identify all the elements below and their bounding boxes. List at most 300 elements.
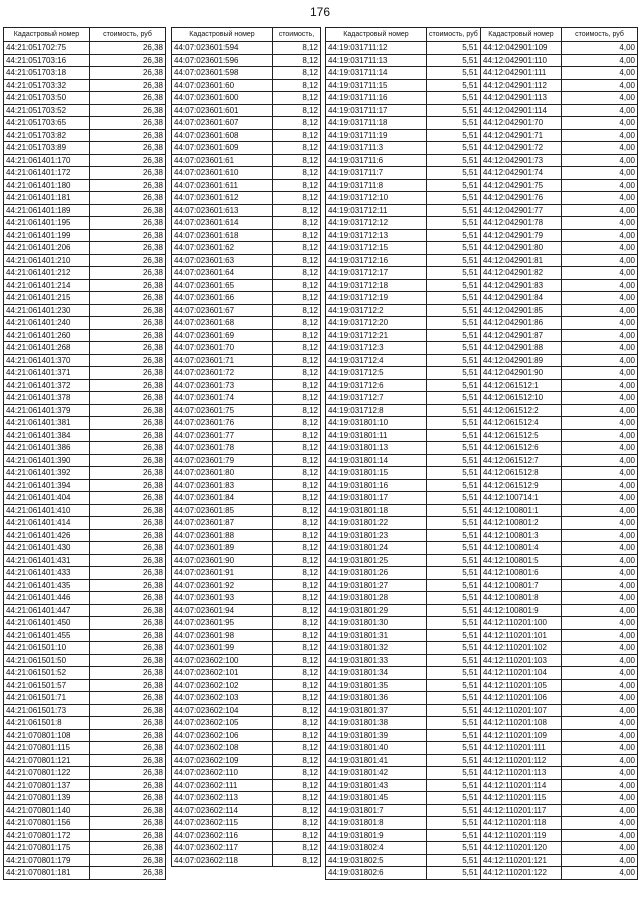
table-row (326, 304, 481, 317)
table-row (4, 192, 166, 205)
cost-cell: 26,38 (90, 529, 166, 542)
table-row (4, 304, 166, 317)
cadastral-number-cell: 44:19:031801:35 (326, 679, 427, 692)
table-row (326, 842, 481, 855)
cadastral-number-cell: 44:21:061401:384 (4, 429, 90, 442)
table-row (481, 392, 638, 405)
cost-cell: 26,38 (90, 842, 166, 855)
table-row (481, 279, 638, 292)
table-row (481, 54, 638, 67)
cadastral-number-cell: 44:07:023601:66 (172, 292, 273, 305)
table-row (481, 467, 638, 480)
table-row (481, 542, 638, 555)
table-row (481, 704, 638, 717)
cost-cell: 4,00 (562, 267, 638, 280)
table-row (481, 592, 638, 605)
cost-cell: 26,38 (90, 729, 166, 742)
cost-cell: 8,12 (273, 42, 321, 55)
cadastral-number-cell: 44:07:023601:63 (172, 254, 273, 267)
cost-cell: 26,38 (90, 329, 166, 342)
cadastral-number-cell: 44:21:061501:10 (4, 642, 90, 655)
cadastral-number-cell: 44:12:042901:110 (481, 54, 562, 67)
cost-cell: 4,00 (562, 479, 638, 492)
cost-cell: 5,51 (427, 154, 481, 167)
cadastral-number-cell: 44:21:061401:206 (4, 242, 90, 255)
cost-cell: 8,12 (273, 642, 321, 655)
table-row (4, 104, 166, 117)
table-row (481, 817, 638, 830)
cost-cell: 5,51 (427, 117, 481, 130)
table-row (481, 804, 638, 817)
cadastral-number-cell: 44:12:110201:108 (481, 717, 562, 730)
table-row (326, 242, 481, 255)
cadastral-number-cell: 44:19:031801:11 (326, 429, 427, 442)
cost-cell: 26,38 (90, 479, 166, 492)
cost-cell: 8,12 (273, 67, 321, 80)
header-cadastral-number: Кадастровый номер (172, 28, 273, 42)
cadastral-number-cell: 44:07:023601:62 (172, 242, 273, 255)
cadastral-number-cell: 44:21:061401:212 (4, 267, 90, 280)
table-row (326, 692, 481, 705)
table-row (4, 204, 166, 217)
cost-cell: 5,51 (427, 692, 481, 705)
cadastral-table-3 (325, 27, 481, 880)
cost-cell: 5,51 (427, 267, 481, 280)
cost-cell: 4,00 (562, 192, 638, 205)
cost-cell: 8,12 (273, 767, 321, 780)
table-row (326, 492, 481, 505)
table-row (4, 642, 166, 655)
cost-cell: 26,38 (90, 104, 166, 117)
cadastral-number-cell: 44:07:023602:113 (172, 792, 273, 805)
cost-cell: 4,00 (562, 117, 638, 130)
cadastral-number-cell: 44:07:023602:118 (172, 854, 273, 867)
cadastral-number-cell: 44:19:031801:13 (326, 442, 427, 455)
cadastral-number-cell: 44:12:110201:105 (481, 679, 562, 692)
cost-cell: 8,12 (273, 817, 321, 830)
table-row (326, 167, 481, 180)
cadastral-number-cell: 44:21:061401:378 (4, 392, 90, 405)
table-row (4, 442, 166, 455)
cost-cell: 5,51 (427, 529, 481, 542)
table-row (326, 679, 481, 692)
cost-cell: 5,51 (427, 554, 481, 567)
cadastral-number-cell: 44:12:100801:2 (481, 517, 562, 530)
table-row (172, 829, 321, 842)
cadastral-number-cell: 44:07:023601:80 (172, 467, 273, 480)
cadastral-number-cell: 44:19:031712:10 (326, 192, 427, 205)
cadastral-number-cell: 44:07:023601:79 (172, 454, 273, 467)
table-row (172, 842, 321, 855)
table-row (4, 729, 166, 742)
cost-cell: 5,51 (427, 317, 481, 330)
cadastral-number-cell: 44:19:031801:10 (326, 417, 427, 430)
cadastral-number-cell: 44:12:110201:118 (481, 817, 562, 830)
cost-cell: 8,12 (273, 329, 321, 342)
cost-cell: 26,38 (90, 317, 166, 330)
cadastral-number-cell: 44:19:031801:40 (326, 742, 427, 755)
cost-cell: 26,38 (90, 404, 166, 417)
cadastral-number-cell: 44:19:031801:15 (326, 467, 427, 480)
table-row (4, 267, 166, 280)
cost-cell: 4,00 (562, 817, 638, 830)
table-row (4, 354, 166, 367)
cadastral-number-cell: 44:21:061401:455 (4, 629, 90, 642)
cadastral-number-cell: 44:07:023601:610 (172, 167, 273, 180)
table-row (326, 279, 481, 292)
cost-cell: 5,51 (427, 367, 481, 380)
cadastral-number-cell: 44:21:061501:73 (4, 704, 90, 717)
table-row (326, 254, 481, 267)
cost-cell: 5,51 (427, 629, 481, 642)
table-row (326, 217, 481, 230)
cost-cell: 8,12 (273, 842, 321, 855)
cost-cell: 8,12 (273, 379, 321, 392)
cadastral-number-cell: 44:12:042901:82 (481, 267, 562, 280)
table-row (172, 354, 321, 367)
cadastral-number-cell: 44:21:061401:435 (4, 579, 90, 592)
cost-cell: 4,00 (562, 754, 638, 767)
table-row (326, 379, 481, 392)
cost-cell: 5,51 (427, 92, 481, 105)
cost-cell: 8,12 (273, 829, 321, 842)
cost-cell: 4,00 (562, 367, 638, 380)
cost-cell: 8,12 (273, 454, 321, 467)
cadastral-number-cell: 44:12:042901:70 (481, 117, 562, 130)
cadastral-number-cell: 44:21:061501:71 (4, 692, 90, 705)
cadastral-number-cell: 44:19:031801:31 (326, 629, 427, 642)
cadastral-number-cell: 44:21:061401:381 (4, 417, 90, 430)
cadastral-number-cell: 44:12:061512:6 (481, 442, 562, 455)
table-row (481, 204, 638, 217)
cadastral-number-cell: 44:19:031802:6 (326, 867, 427, 880)
cost-cell: 26,38 (90, 129, 166, 142)
table-row (326, 467, 481, 480)
cadastral-number-cell: 44:21:051703:82 (4, 129, 90, 142)
cadastral-number-cell: 44:07:023601:94 (172, 604, 273, 617)
cost-cell: 4,00 (562, 867, 638, 880)
table-row (4, 279, 166, 292)
table-row (4, 404, 166, 417)
cost-cell: 26,38 (90, 154, 166, 167)
table-row (172, 629, 321, 642)
table-row (481, 154, 638, 167)
table-row (4, 317, 166, 330)
cadastral-number-cell: 44:21:061401:426 (4, 529, 90, 542)
cost-cell: 5,51 (427, 292, 481, 305)
cost-cell: 4,00 (562, 579, 638, 592)
cost-cell: 8,12 (273, 417, 321, 430)
cost-cell: 26,38 (90, 754, 166, 767)
table-row (172, 517, 321, 530)
cost-cell: 5,51 (427, 242, 481, 255)
cadastral-number-cell: 44:12:110201:119 (481, 829, 562, 842)
cadastral-number-cell: 44:21:070801:172 (4, 829, 90, 842)
table-row (172, 654, 321, 667)
cadastral-number-cell: 44:07:023601:69 (172, 329, 273, 342)
table-row (4, 667, 166, 680)
cost-cell: 5,51 (427, 204, 481, 217)
cadastral-number-cell: 44:19:031801:43 (326, 779, 427, 792)
cost-cell: 4,00 (562, 604, 638, 617)
cadastral-number-cell: 44:21:061401:230 (4, 304, 90, 317)
cost-cell: 26,38 (90, 429, 166, 442)
cost-cell: 4,00 (562, 529, 638, 542)
cost-cell: 5,51 (427, 517, 481, 530)
cost-cell: 26,38 (90, 417, 166, 430)
cadastral-number-cell: 44:21:061401:372 (4, 379, 90, 392)
table-row (4, 142, 166, 155)
table-row (172, 429, 321, 442)
cost-cell: 5,51 (427, 592, 481, 605)
cadastral-number-cell: 44:19:031802:5 (326, 854, 427, 867)
cost-cell: 4,00 (562, 404, 638, 417)
cadastral-number-cell: 44:07:023601:67 (172, 304, 273, 317)
cost-cell: 4,00 (562, 492, 638, 505)
cost-cell: 4,00 (562, 254, 638, 267)
table-row (481, 567, 638, 580)
cadastral-number-cell: 44:19:031801:14 (326, 454, 427, 467)
cost-cell: 8,12 (273, 517, 321, 530)
cadastral-number-cell: 44:19:031801:28 (326, 592, 427, 605)
cost-cell: 5,51 (427, 842, 481, 855)
cadastral-number-cell: 44:12:110201:121 (481, 854, 562, 867)
cadastral-number-cell: 44:21:061401:215 (4, 292, 90, 305)
table-row (4, 179, 166, 192)
cost-cell: 4,00 (562, 279, 638, 292)
cadastral-number-cell: 44:07:023602:106 (172, 729, 273, 742)
cadastral-number-cell: 44:07:023602:111 (172, 779, 273, 792)
cadastral-number-cell: 44:07:023602:105 (172, 717, 273, 730)
table-row (481, 842, 638, 855)
cadastral-number-cell: 44:21:070801:108 (4, 729, 90, 742)
cadastral-number-cell: 44:07:023601:88 (172, 529, 273, 542)
cadastral-number-cell: 44:19:031801:26 (326, 567, 427, 580)
cadastral-number-cell: 44:19:031801:36 (326, 692, 427, 705)
cost-cell: 8,12 (273, 442, 321, 455)
cadastral-number-cell: 44:07:023602:116 (172, 829, 273, 842)
table-row (172, 392, 321, 405)
cadastral-number-cell: 44:12:061512:7 (481, 454, 562, 467)
cost-cell: 5,51 (427, 379, 481, 392)
cost-cell: 5,51 (427, 329, 481, 342)
table-row (172, 379, 321, 392)
cost-cell: 8,12 (273, 504, 321, 517)
cadastral-number-cell: 44:07:023602:102 (172, 679, 273, 692)
table-row (326, 729, 481, 742)
cadastral-number-cell: 44:07:023601:70 (172, 342, 273, 355)
cadastral-number-cell: 44:21:061401:431 (4, 554, 90, 567)
cadastral-number-cell: 44:19:031801:17 (326, 492, 427, 505)
table-row (481, 717, 638, 730)
cadastral-number-cell: 44:19:031801:39 (326, 729, 427, 742)
cadastral-number-cell: 44:12:100801:7 (481, 579, 562, 592)
cadastral-number-cell: 44:21:070801:179 (4, 854, 90, 867)
cadastral-number-cell: 44:21:061401:260 (4, 329, 90, 342)
cost-cell: 8,12 (273, 404, 321, 417)
cadastral-number-cell: 44:21:061401:430 (4, 542, 90, 555)
cadastral-number-cell: 44:21:051703:50 (4, 92, 90, 105)
table-row (172, 542, 321, 555)
cadastral-number-cell: 44:07:023601:612 (172, 192, 273, 205)
cost-cell: 4,00 (562, 379, 638, 392)
cadastral-number-cell: 44:12:100801:1 (481, 504, 562, 517)
cadastral-number-cell: 44:19:031801:42 (326, 767, 427, 780)
table-row (481, 404, 638, 417)
cadastral-number-cell: 44:19:031712:17 (326, 267, 427, 280)
cost-cell: 8,12 (273, 292, 321, 305)
header-cost: стоимость, руб (427, 28, 481, 42)
table-row (481, 329, 638, 342)
cost-cell: 8,12 (273, 154, 321, 167)
cadastral-number-cell: 44:19:031711:3 (326, 142, 427, 155)
cadastral-number-cell: 44:07:023601:83 (172, 479, 273, 492)
table-row (481, 492, 638, 505)
cadastral-number-cell: 44:19:031711:18 (326, 117, 427, 130)
cadastral-number-cell: 44:19:031711:12 (326, 42, 427, 55)
table-row (4, 504, 166, 517)
cadastral-number-cell: 44:19:031801:24 (326, 542, 427, 555)
cost-cell: 5,51 (427, 104, 481, 117)
cadastral-number-cell: 44:19:031712:19 (326, 292, 427, 305)
cadastral-number-cell: 44:21:061401:379 (4, 404, 90, 417)
cost-cell: 4,00 (562, 354, 638, 367)
cost-cell: 5,51 (427, 492, 481, 505)
table-row (326, 329, 481, 342)
cost-cell: 4,00 (562, 692, 638, 705)
cost-cell: 8,12 (273, 304, 321, 317)
cadastral-number-cell: 44:21:061401:433 (4, 567, 90, 580)
cost-cell: 26,38 (90, 717, 166, 730)
table-row (481, 454, 638, 467)
cost-cell: 8,12 (273, 529, 321, 542)
cadastral-number-cell: 44:07:023601:600 (172, 92, 273, 105)
cadastral-table-2 (171, 27, 321, 867)
cost-cell: 5,51 (427, 679, 481, 692)
cadastral-number-cell: 44:21:051703:16 (4, 54, 90, 67)
cadastral-number-cell: 44:21:061401:371 (4, 367, 90, 380)
table-row (326, 354, 481, 367)
cadastral-number-cell: 44:19:031711:7 (326, 167, 427, 180)
cadastral-number-cell: 44:07:023602:103 (172, 692, 273, 705)
table-row (326, 829, 481, 842)
table-row (481, 417, 638, 430)
cost-cell: 26,38 (90, 829, 166, 842)
cost-cell: 4,00 (562, 179, 638, 192)
table-row (481, 317, 638, 330)
table-row (4, 679, 166, 692)
cost-cell: 8,12 (273, 254, 321, 267)
cost-cell: 26,38 (90, 817, 166, 830)
table-row (172, 167, 321, 180)
cadastral-number-cell: 44:07:023601:87 (172, 517, 273, 530)
table-row (326, 792, 481, 805)
cost-cell: 4,00 (562, 242, 638, 255)
cadastral-number-cell: 44:12:042901:111 (481, 67, 562, 80)
header-cost: стоимость, руб (562, 28, 638, 42)
table-row (326, 529, 481, 542)
cadastral-number-cell: 44:21:070801:175 (4, 842, 90, 855)
cadastral-number-cell: 44:07:023601:73 (172, 379, 273, 392)
table-row (172, 442, 321, 455)
cost-cell: 26,38 (90, 454, 166, 467)
cost-cell: 5,51 (427, 142, 481, 155)
cost-cell: 26,38 (90, 229, 166, 242)
cadastral-number-cell: 44:12:110201:122 (481, 867, 562, 880)
cost-cell: 4,00 (562, 304, 638, 317)
table-row (4, 754, 166, 767)
cost-cell: 26,38 (90, 42, 166, 55)
cadastral-number-cell: 44:12:061512:5 (481, 429, 562, 442)
table-row (172, 192, 321, 205)
cost-cell: 8,12 (273, 742, 321, 755)
cost-cell: 8,12 (273, 367, 321, 380)
cost-cell: 26,38 (90, 467, 166, 480)
cost-cell: 26,38 (90, 854, 166, 867)
cadastral-number-cell: 44:21:061401:446 (4, 592, 90, 605)
table-row (326, 604, 481, 617)
cost-cell: 4,00 (562, 617, 638, 630)
cost-cell: 8,12 (273, 679, 321, 692)
cadastral-number-cell: 44:07:023602:100 (172, 654, 273, 667)
cadastral-number-cell: 44:19:031712:16 (326, 254, 427, 267)
cadastral-number-cell: 44:21:061401:447 (4, 604, 90, 617)
cadastral-number-cell: 44:19:031801:7 (326, 804, 427, 817)
cost-cell: 26,38 (90, 542, 166, 555)
cadastral-number-cell: 44:12:042901:71 (481, 129, 562, 142)
cadastral-number-cell: 44:12:061512:8 (481, 467, 562, 480)
cost-cell: 8,12 (273, 179, 321, 192)
cost-cell: 5,51 (427, 342, 481, 355)
cost-cell: 26,38 (90, 504, 166, 517)
table-row (172, 642, 321, 655)
cadastral-number-cell: 44:12:110201:112 (481, 754, 562, 767)
cadastral-number-cell: 44:19:031801:45 (326, 792, 427, 805)
cadastral-number-cell: 44:21:061401:390 (4, 454, 90, 467)
table-row (326, 754, 481, 767)
cadastral-table-4 (480, 27, 638, 880)
table-row (4, 392, 166, 405)
table-row (326, 142, 481, 155)
cadastral-number-cell: 44:21:061401:370 (4, 354, 90, 367)
table-row (4, 767, 166, 780)
table-row (326, 567, 481, 580)
cadastral-number-cell: 44:21:061401:414 (4, 517, 90, 530)
cost-cell: 26,38 (90, 242, 166, 255)
cadastral-number-cell: 44:19:031801:25 (326, 554, 427, 567)
cost-cell: 5,51 (427, 579, 481, 592)
table-row (481, 117, 638, 130)
cost-cell: 4,00 (562, 229, 638, 242)
cost-cell: 26,38 (90, 292, 166, 305)
cadastral-number-cell: 44:19:031711:19 (326, 129, 427, 142)
table-row (172, 217, 321, 230)
table-header-row (172, 28, 321, 42)
cadastral-number-cell: 44:19:031801:30 (326, 617, 427, 630)
cadastral-number-cell: 44:12:042901:109 (481, 42, 562, 55)
cadastral-number-cell: 44:07:023601:68 (172, 317, 273, 330)
cadastral-number-cell: 44:21:061401:394 (4, 479, 90, 492)
table-row (481, 604, 638, 617)
cadastral-number-cell: 44:07:023601:91 (172, 567, 273, 580)
cost-cell: 26,38 (90, 554, 166, 567)
table-row (481, 642, 638, 655)
cadastral-number-cell: 44:07:023601:607 (172, 117, 273, 130)
header-cost: стоимость, руб (90, 28, 166, 42)
cost-cell: 8,12 (273, 204, 321, 217)
cadastral-number-cell: 44:21:061501:8 (4, 717, 90, 730)
cost-cell: 4,00 (562, 217, 638, 230)
